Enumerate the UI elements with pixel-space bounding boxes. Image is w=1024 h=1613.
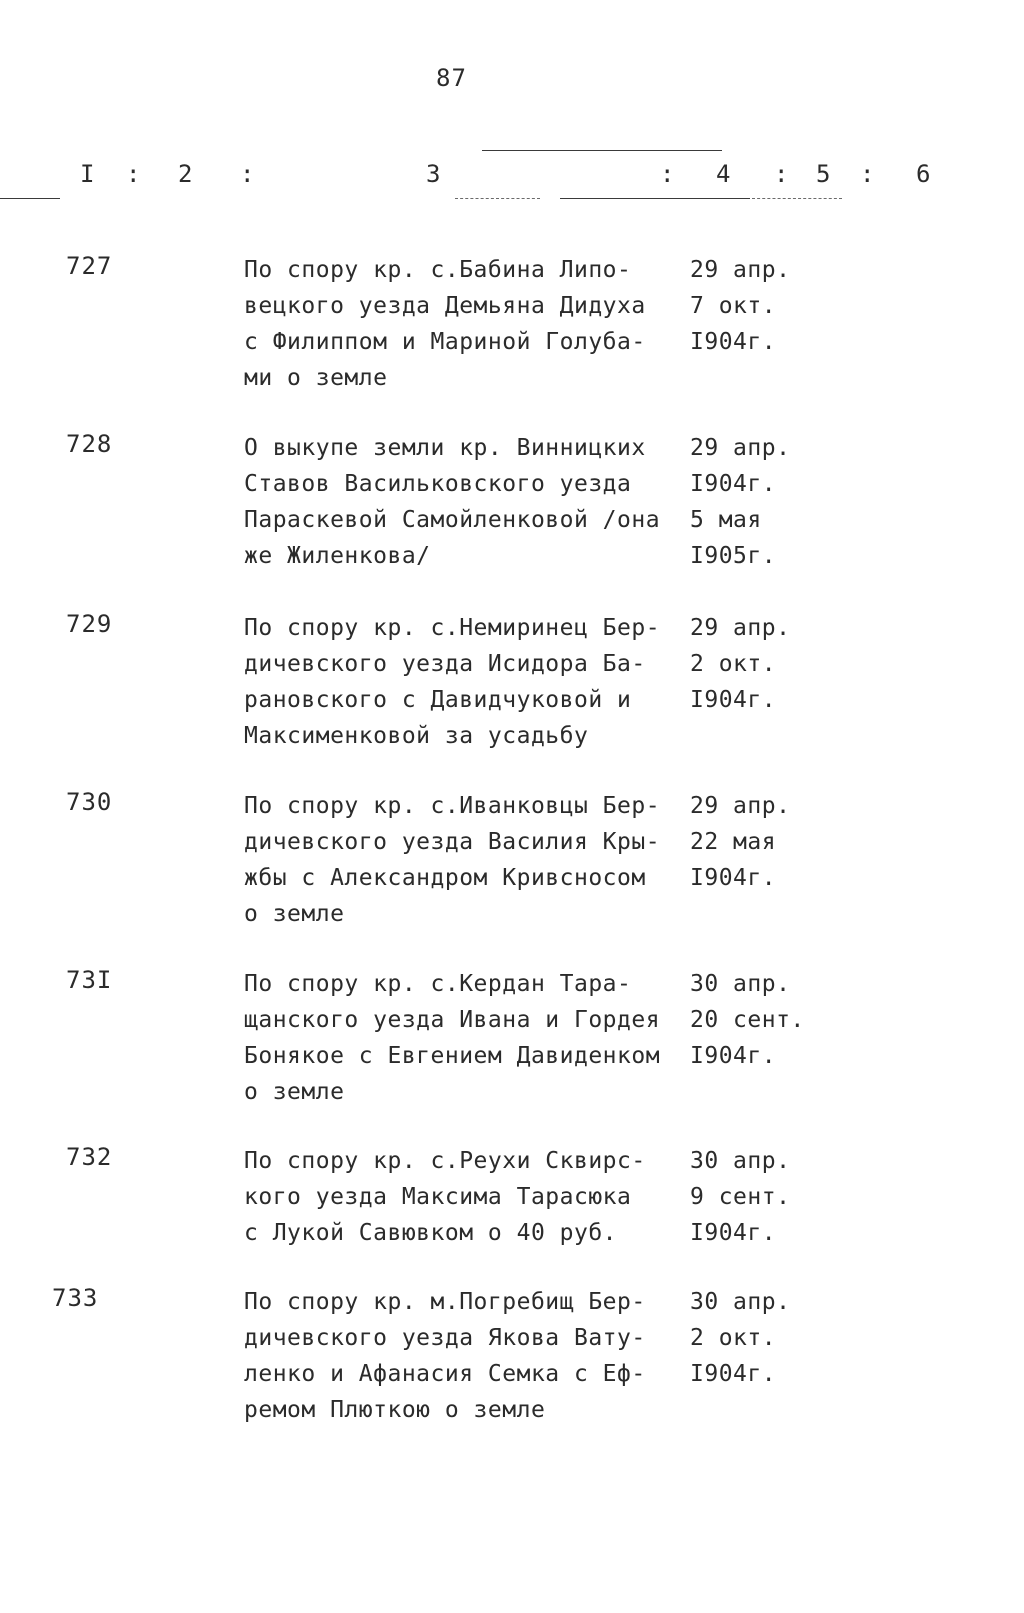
entry-line: с Филиппом и Мариной Голуба- bbox=[244, 329, 646, 355]
entry-date: I905г. bbox=[690, 543, 777, 569]
page-number: 87 bbox=[436, 64, 467, 92]
entry-date: 7 окт. bbox=[690, 293, 777, 319]
entry-date: 29 апр. bbox=[690, 793, 791, 819]
entry-dates bbox=[690, 966, 830, 1074]
entry-dates bbox=[690, 430, 830, 574]
entry-line: вецкого уезда Демьяна Дидуха bbox=[244, 293, 646, 319]
entry-date: I904г. bbox=[690, 1361, 777, 1387]
entry-number: 729 bbox=[66, 610, 113, 638]
entry-date: 5 мая bbox=[690, 507, 762, 533]
entry-date: I904г. bbox=[690, 1220, 777, 1246]
entry-number: 733 bbox=[52, 1284, 99, 1312]
entry-line: ленко и Афанасия Семка с Еф- bbox=[244, 1361, 646, 1387]
entry-description bbox=[244, 966, 684, 1110]
header-col-1: I bbox=[80, 160, 95, 188]
entry-date: I904г. bbox=[690, 329, 777, 355]
entry-line: дичевского уезда Василия Кры- bbox=[244, 829, 661, 855]
entry-line: о земле bbox=[244, 1079, 345, 1105]
header-separator: : bbox=[660, 160, 675, 188]
entry-line: Максименковой за усадьбу bbox=[244, 723, 589, 749]
entry-date: 9 сент. bbox=[690, 1184, 791, 1210]
header-bottom-rule bbox=[455, 198, 540, 199]
entry-line: По спору кр. с.Немиринец Бер- bbox=[244, 615, 661, 641]
entry-description bbox=[244, 1143, 684, 1251]
entry-date: 30 апр. bbox=[690, 1148, 791, 1174]
entry-number: 732 bbox=[66, 1143, 113, 1171]
entry-date: I904г. bbox=[690, 1043, 777, 1069]
entry-date: 29 апр. bbox=[690, 435, 791, 461]
entry-date: I904г. bbox=[690, 471, 777, 497]
entry-date: 30 апр. bbox=[690, 971, 791, 997]
entry-description bbox=[244, 252, 684, 396]
entry-line: По спору кр. м.Погребищ Бер- bbox=[244, 1289, 646, 1315]
header-col-6: 6 bbox=[916, 160, 931, 188]
header-separator: : bbox=[126, 160, 141, 188]
entry-description bbox=[244, 430, 684, 574]
entry-line: с Лукой Савювком о 40 руб. bbox=[244, 1220, 618, 1246]
entry-description bbox=[244, 1284, 684, 1428]
entry-number: 727 bbox=[66, 252, 113, 280]
entry-number: 728 bbox=[66, 430, 113, 458]
entry-line: Бонякое с Евгением Давиденком bbox=[244, 1043, 661, 1069]
entry-line: жбы с Александром Кривсносом bbox=[244, 865, 646, 891]
entry-line: же Жиленкова/ bbox=[244, 543, 431, 569]
entry-line: По спору кр. с.Иванковцы Бер- bbox=[244, 793, 661, 819]
header-bottom-rule bbox=[0, 198, 60, 199]
entry-line: о земле bbox=[244, 901, 345, 927]
entry-line: дичевского уезда Якова Вату- bbox=[244, 1325, 646, 1351]
entry-line: О выкупе земли кр. Винницких bbox=[244, 435, 646, 461]
header-col-3: 3 bbox=[426, 160, 441, 188]
header-separator: : bbox=[240, 160, 255, 188]
entry-date: 20 сент. bbox=[690, 1007, 805, 1033]
entry-dates bbox=[690, 610, 830, 718]
entry-date: 2 окт. bbox=[690, 651, 777, 677]
entry-dates bbox=[690, 1284, 830, 1392]
entry-date: 30 апр. bbox=[690, 1289, 791, 1315]
entry-date: I904г. bbox=[690, 687, 777, 713]
entry-line: ремом Плюткою о земле bbox=[244, 1397, 546, 1423]
entry-line: Параскевой Самойленковой /она bbox=[244, 507, 661, 533]
entry-date: 22 мая bbox=[690, 829, 777, 855]
header-top-rule bbox=[482, 150, 722, 151]
entry-date: 2 окт. bbox=[690, 1325, 777, 1351]
entry-line: ми о земле bbox=[244, 365, 388, 391]
header-separator: : bbox=[774, 160, 789, 188]
entry-date: 29 апр. bbox=[690, 257, 791, 283]
header-bottom-rule bbox=[560, 198, 750, 199]
header-separator: : bbox=[860, 160, 875, 188]
entry-line: По спору кр. с.Бабина Липо- bbox=[244, 257, 632, 283]
entry-line: По спору кр. с.Кердан Тара- bbox=[244, 971, 632, 997]
header-col-4: 4 bbox=[716, 160, 731, 188]
entry-number: 73I bbox=[66, 966, 113, 994]
entry-line: Ставов Васильковского уезда bbox=[244, 471, 632, 497]
entry-line: кого уезда Максима Тарасюка bbox=[244, 1184, 632, 1210]
entry-line: По спору кр. с.Реухи Сквирс- bbox=[244, 1148, 646, 1174]
header-col-5: 5 bbox=[816, 160, 831, 188]
entry-description bbox=[244, 610, 684, 754]
entry-dates bbox=[690, 252, 830, 360]
header-bottom-rule bbox=[752, 198, 842, 199]
header-col-2: 2 bbox=[178, 160, 193, 188]
entry-dates bbox=[690, 788, 830, 896]
entry-number: 730 bbox=[66, 788, 113, 816]
entry-line: щанского уезда Ивана и Гордея bbox=[244, 1007, 661, 1033]
entry-date: 29 апр. bbox=[690, 615, 791, 641]
entry-line: дичевского уезда Исидора Ба- bbox=[244, 651, 646, 677]
entry-line: рановского с Давидчуковой и bbox=[244, 687, 632, 713]
entry-description bbox=[244, 788, 684, 932]
entry-date: I904г. bbox=[690, 865, 777, 891]
entry-dates bbox=[690, 1143, 830, 1251]
